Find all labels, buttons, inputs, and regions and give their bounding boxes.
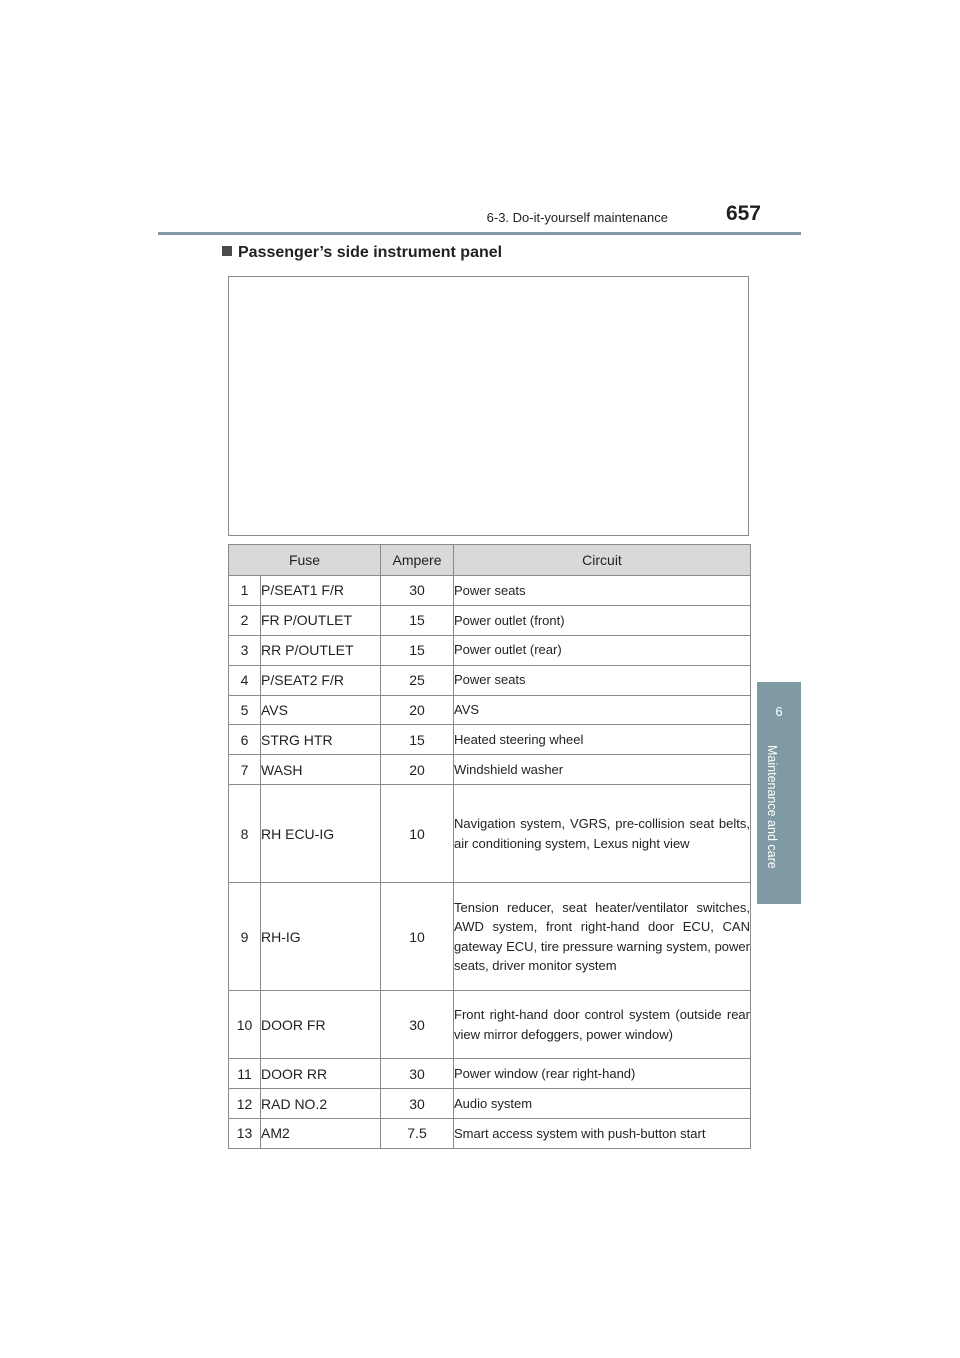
fuse-name-cell: WASH xyxy=(261,755,381,785)
square-bullet-icon xyxy=(222,246,232,256)
fuse-number-cell: 7 xyxy=(229,755,261,785)
fuse-table xyxy=(228,544,751,1149)
table-row xyxy=(229,991,751,1059)
header-section-title: 6-3. Do-it-yourself maintenance xyxy=(486,210,668,225)
table-row xyxy=(229,635,751,665)
ampere-cell: 20 xyxy=(381,755,454,785)
fuse-number-cell: 12 xyxy=(229,1089,261,1119)
ampere-cell: 20 xyxy=(381,695,454,725)
chapter-label: Maintenance and care xyxy=(765,745,779,869)
fuse-name-cell: AVS xyxy=(261,695,381,725)
fuse-number-cell: 9 xyxy=(229,883,261,991)
table-row xyxy=(229,1119,751,1149)
ampere-cell: 7.5 xyxy=(381,1119,454,1149)
circuit-cell: Power outlet (front) xyxy=(454,605,751,635)
fuse-number-cell: 4 xyxy=(229,665,261,695)
ampere-cell: 30 xyxy=(381,991,454,1059)
table-row xyxy=(229,665,751,695)
fuse-name-cell: P/SEAT1 F/R xyxy=(261,576,381,606)
fuse-number-cell: 10 xyxy=(229,991,261,1059)
column-header-fuse: Fuse xyxy=(229,545,381,576)
circuit-cell: Power outlet (rear) xyxy=(454,635,751,665)
fuse-name-cell: RH ECU-IG xyxy=(261,785,381,883)
ampere-cell: 10 xyxy=(381,785,454,883)
fuse-number-cell: 5 xyxy=(229,695,261,725)
circuit-cell: Power seats xyxy=(454,576,751,606)
ampere-cell: 30 xyxy=(381,576,454,606)
fuse-number-cell: 1 xyxy=(229,576,261,606)
circuit-cell: Audio system xyxy=(454,1089,751,1119)
fuse-number-cell: 6 xyxy=(229,725,261,755)
column-header-circuit: Circuit xyxy=(454,545,751,576)
ampere-cell: 15 xyxy=(381,605,454,635)
circuit-cell: Heated steering wheel xyxy=(454,725,751,755)
circuit-cell: Power seats xyxy=(454,665,751,695)
fuse-number-cell: 8 xyxy=(229,785,261,883)
fuse-name-cell: RH-IG xyxy=(261,883,381,991)
chapter-side-tab xyxy=(757,682,801,904)
fuse-name-cell: STRG HTR xyxy=(261,725,381,755)
table-row xyxy=(229,695,751,725)
table-row xyxy=(229,1059,751,1089)
ampere-cell: 15 xyxy=(381,635,454,665)
fuse-number-cell: 2 xyxy=(229,605,261,635)
fuse-name-cell: DOOR FR xyxy=(261,991,381,1059)
fuse-name-cell: DOOR RR xyxy=(261,1059,381,1089)
circuit-cell: Front right-hand door control system (outside rear view mirror defoggers, power window) xyxy=(454,991,751,1059)
section-heading xyxy=(222,244,502,262)
table-header-row xyxy=(229,545,751,576)
fuse-box-figure xyxy=(228,276,749,536)
circuit-cell: Tension reducer, seat heater/ventilator switches, AWD system, front right-hand door ECU, CAN gateway ECU, tire pressure warning system, power seats, driver monitor system xyxy=(454,883,751,991)
table-row xyxy=(229,725,751,755)
fuse-name-cell: RR P/OUTLET xyxy=(261,635,381,665)
table-row xyxy=(229,605,751,635)
circuit-cell: AVS xyxy=(454,695,751,725)
table-row xyxy=(229,1089,751,1119)
table-body xyxy=(229,576,751,1149)
table-row xyxy=(229,755,751,785)
ampere-cell: 30 xyxy=(381,1089,454,1119)
table-row xyxy=(229,883,751,991)
page-number: 657 xyxy=(725,202,761,225)
fuse-number-cell: 3 xyxy=(229,635,261,665)
ampere-cell: 30 xyxy=(381,1059,454,1089)
header-rule xyxy=(158,232,801,235)
chapter-number: 6 xyxy=(775,704,783,719)
column-header-ampere: Ampere xyxy=(381,545,454,576)
table-row xyxy=(229,785,751,883)
section-heading-text: Passenger’s side instrument panel xyxy=(238,244,503,261)
fuse-name-cell: RAD NO.2 xyxy=(261,1089,381,1119)
table-row xyxy=(229,576,751,606)
fuse-number-cell: 11 xyxy=(229,1059,261,1089)
fuse-name-cell: AM2 xyxy=(261,1119,381,1149)
fuse-name-cell: P/SEAT2 F/R xyxy=(261,665,381,695)
ampere-cell: 25 xyxy=(381,665,454,695)
circuit-cell: Navigation system, VGRS, pre-collision seat belts, air conditioning system, Lexus night view xyxy=(454,785,751,883)
fuse-number-cell: 13 xyxy=(229,1119,261,1149)
circuit-cell: Smart access system with push-button start xyxy=(454,1119,751,1149)
ampere-cell: 10 xyxy=(381,883,454,991)
circuit-cell: Windshield washer xyxy=(454,755,751,785)
ampere-cell: 15 xyxy=(381,725,454,755)
circuit-cell: Power window (rear right-hand) xyxy=(454,1059,751,1089)
fuse-name-cell: FR P/OUTLET xyxy=(261,605,381,635)
